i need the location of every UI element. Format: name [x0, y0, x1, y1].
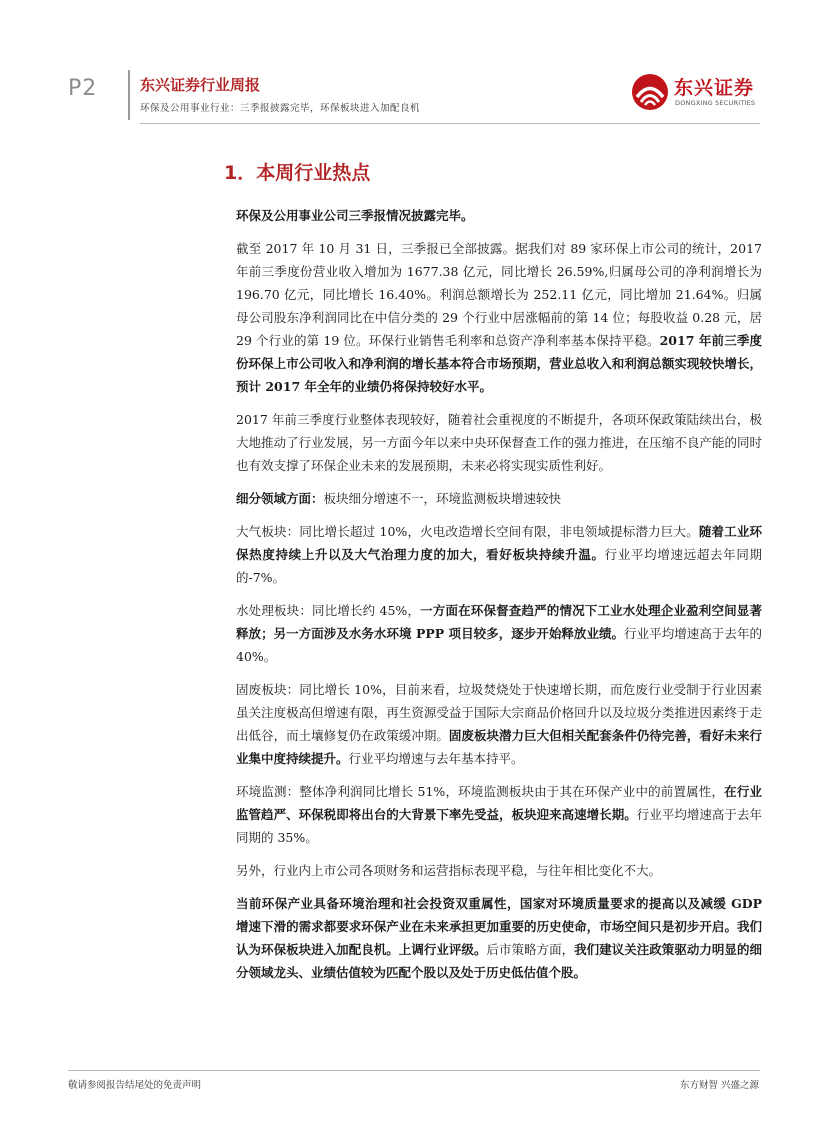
air-text: 大气板块：同比增长超过 10%，火电改造增长空间有限，非电领域提标潜力巨大。	[236, 524, 699, 539]
footer-rule	[68, 1070, 760, 1071]
paragraph-outlook: 2017 年前三季度行业整体表现较好，随着社会重视度的不断提升，各项环保政策陆续出台，极大地推动了行业发展，另一方面今年以来中央环保督查工作的强力推进，在压缩不良产能的同时也有效支撑了环保企业未来的发展预期，未来必将实现实质性利好。	[236, 412, 762, 473]
solid-waste-text: 固废板块：同比增长 10%，目前来看，垃圾焚烧处于快速增长期，而危废行业受制于行业因素虽关注度极高但增速有限，再生资源受益于国际大宗商品价格回升以及垃圾分类推进因素终于走出低谷，而土壤修复仍在政策缓冲期。	[236, 682, 762, 743]
monitoring-text: 环境监测：整体净利润同比增长 51%，环境监测板块由于其在环保产业中的前置属性，	[236, 784, 725, 799]
paragraph-other: 另外，行业内上市公司各项财务和运营指标表现平稳，与往年相比变化不大。	[236, 863, 662, 878]
conclusion-highlight: 当前环保产业具备环境治理和社会投资双重属性，国家对环境质量要求的提高以及减缓 GDP 增速下滑的需求都要求环保产业在未来承担更加重要的历史使命，市场空间只是初步开启。我们认为环保板块进入加配良机。上调行业评级。	[236, 896, 762, 957]
section-heading: 1．本周行业热点	[224, 162, 371, 184]
segments-label: 细分领域方面：	[236, 491, 324, 506]
footer-disclaimer: 敬请参阅报告结尾处的免责声明	[68, 1080, 202, 1091]
report-body	[236, 204, 762, 984]
water-text: 水处理板块：同比增长约 45%，	[236, 603, 421, 618]
report-title: 东兴证券行业周报	[140, 76, 261, 94]
solid-waste-highlight: 固废板块潜力巨大但相关配套条件仍待完善，看好未来行业集中度持续提升。	[236, 728, 762, 766]
solid-waste-tail: 行业平均增速与去年基本持平。	[348, 751, 524, 766]
page-number: P2	[68, 76, 98, 101]
water-tail: 行业平均增速高于去年的 40%。	[236, 626, 762, 664]
dongxing-logo-icon	[630, 72, 670, 112]
company-logo	[630, 70, 760, 120]
paragraph-air	[236, 520, 762, 589]
paragraph-lead: 环保及公用事业公司三季报情况披露完毕。	[236, 208, 474, 223]
paragraph-solid-waste	[236, 678, 762, 770]
paragraph-segments	[236, 487, 762, 510]
segments-text: 板块细分增速不一，环境监测板块增速较快	[323, 491, 562, 506]
summary-highlight: 2017 年前三季度份环保上市公司收入和净利润的增长基本符合市场预期，营业总收入和利润总额实现较快增长，预计 2017 年全年的业绩仍将保持较好水平。	[236, 333, 762, 394]
monitoring-tail: 行业平均增速高于去年同期的 35%。	[236, 807, 762, 845]
footer-slogan: 东方财智 兴盛之源	[679, 1080, 759, 1091]
paragraph-monitoring	[236, 780, 762, 849]
report-subtitle: 环保及公用事业行业：三季报披露完毕，环保板块进入加配良机	[140, 103, 421, 114]
air-highlight: 随着工业环保热度持续上升以及大气治理力度的加大，看好板块持续升温。	[236, 524, 762, 562]
paragraph-conclusion	[236, 892, 762, 984]
conclusion-text: 后市策略方面，	[486, 942, 575, 957]
header-divider	[128, 70, 130, 120]
monitoring-highlight: 在行业监管趋严、环保税即将出台的大背景下率先受益，板块迎来高速增长期。	[236, 784, 762, 822]
logo-english-name: DONGXING SECURITIES	[675, 99, 756, 107]
logo-chinese-name: 东兴证券	[674, 77, 755, 99]
air-tail: 行业平均增速远超去年同期的-7%。	[236, 547, 762, 585]
header-rule	[140, 123, 760, 124]
water-highlight: 一方面在环保督查趋严的情况下工业水处理企业盈利空间显著释放；另一方面涉及水务水环境 PPP 项目较多，逐步开始释放业绩。	[236, 603, 762, 641]
paragraph-summary	[236, 237, 762, 398]
conclusion-recommendation: 我们建议关注政策驱动力明显的细分领域龙头、业绩估值较为匹配个股以及处于历史低估值个股。	[236, 942, 762, 980]
paragraph-water	[236, 599, 762, 668]
summary-text: 截至 2017 年 10 月 31 日，三季报已全部披露。据我们对 89 家环保上市公司的统计，2017 年前三季度份营业收入增加为 1677.38 亿元，同比增长 26.59%,归属母公司的净利润增长为 196.70 亿元，同比增长 16.40%。利润总额增长为 252.11 亿元，同比增加 21.64%。归属母公司股东净利润同比在中信分类的 29 个行业中居涨幅前的第 14 位；每股收益 0.28 元，居 29 个行业的第 19 位。环保行业销售毛利率和总资产净利率基本保持平稳。	[236, 241, 762, 348]
